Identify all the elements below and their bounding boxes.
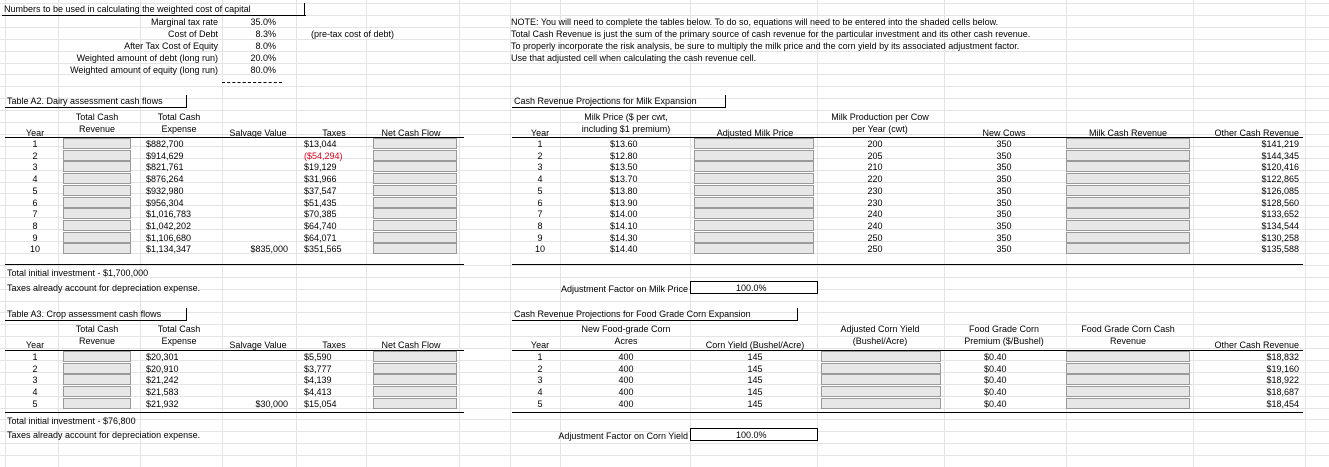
adjusted-milk-price-input[interactable]	[694, 185, 814, 196]
grid-row-line	[0, 122, 1329, 123]
milk-cash-revenue-input[interactable]	[1066, 220, 1190, 231]
dairy-year: 7	[32, 209, 38, 219]
milk-header-adjusted: Adjusted Milk Price	[716, 128, 794, 138]
dairy-total-cash-revenue-input[interactable]	[63, 173, 131, 184]
dairy-taxes: $51,435	[304, 198, 337, 208]
dairy-taxes: $19,129	[304, 162, 337, 172]
dairy-taxes: $64,071	[304, 233, 337, 243]
milk-other-revenue: $141,219	[1261, 139, 1299, 149]
grid-col-line	[5, 0, 6, 467]
corn-acres: 400	[618, 399, 634, 409]
grid-col-line	[817, 0, 818, 467]
dairy-initial-investment: Total initial investment - $1,700,000	[7, 268, 149, 278]
milk-cash-revenue-input[interactable]	[1066, 173, 1190, 184]
crop-header-taxes: Taxes	[322, 340, 346, 350]
grid-col-line	[690, 0, 691, 467]
corn-title-border	[797, 308, 798, 320]
milk-cash-revenue-input[interactable]	[1066, 150, 1190, 161]
corn-header-yield: Corn Yield (Bushel/Acre)	[705, 340, 805, 350]
corn-header-revenue-2: Revenue	[1109, 336, 1147, 346]
milk-new-cows: 350	[996, 151, 1012, 161]
dairy-net-cash-flow-input[interactable]	[373, 150, 457, 161]
corn-adjustment-value: 100.0%	[736, 430, 767, 440]
milk-header-year: Year	[530, 128, 550, 138]
corn-acres: 400	[618, 352, 634, 362]
corn-premium: $0.40	[984, 387, 1007, 397]
corn-yield: 145	[747, 352, 763, 362]
corn-acres: 400	[618, 387, 634, 397]
dairy-bottom-border	[5, 264, 464, 265]
corn-header-premium-1: Food Grade Corn	[968, 324, 1040, 334]
adjusted-milk-price-input[interactable]	[694, 150, 814, 161]
grid-row-line	[0, 419, 1329, 420]
corn-other-revenue: $19,160	[1266, 364, 1299, 374]
grid-row-line	[0, 63, 1329, 64]
corn-bottom-border	[512, 412, 1303, 413]
crop-header-expense-2: Expense	[161, 336, 197, 346]
milk-other-revenue: $133,652	[1261, 209, 1299, 219]
corn-header-acres-2: Acres	[614, 336, 638, 346]
milk-header-cows: New Cows	[982, 128, 1026, 138]
crop-expense: $21,932	[146, 399, 179, 409]
grid-row-line	[0, 27, 1329, 28]
milk-new-cows: 350	[996, 221, 1012, 231]
crop-year: 5	[32, 399, 38, 409]
dairy-expense: $1,134,347	[146, 244, 192, 254]
corn-title-underline	[512, 320, 798, 321]
milk-production: 205	[867, 151, 883, 161]
adjusted-milk-price-input[interactable]	[694, 161, 814, 172]
milk-year: 8	[537, 221, 543, 231]
dairy-title-border	[186, 95, 187, 107]
dairy-net-cash-flow-input[interactable]	[373, 232, 457, 243]
adjusted-milk-price-input[interactable]	[694, 220, 814, 231]
wacc-value[interactable]: 8.3%	[255, 29, 276, 39]
dairy-taxes: $351,565	[304, 244, 342, 254]
grid-row-line	[0, 277, 1329, 278]
milk-price: $13.80	[610, 186, 638, 196]
grid-col-line	[1305, 0, 1306, 467]
dairy-title-underline	[5, 107, 187, 108]
dairy-net-cash-flow-input[interactable]	[373, 197, 457, 208]
adjusted-corn-yield-input[interactable]	[821, 398, 941, 409]
corn-premium: $0.40	[984, 352, 1007, 362]
milk-bottom-border	[512, 264, 1303, 265]
dairy-total-cash-revenue-input[interactable]	[63, 197, 131, 208]
corn-header-other: Other Cash Revenue	[1214, 340, 1299, 350]
corn-header-adjusted-1: Adjusted Corn Yield	[840, 324, 920, 334]
milk-year: 9	[537, 233, 543, 243]
corn-adjustment-label: Adjustment Factor on Corn Yield	[558, 431, 688, 441]
dairy-header-expense-2: Expense	[161, 124, 197, 134]
milk-cash-revenue-input[interactable]	[1066, 208, 1190, 219]
grid-row-line	[0, 455, 1329, 456]
dairy-expense: $932,980	[146, 186, 184, 196]
milk-other-revenue: $135,588	[1261, 244, 1299, 254]
crop-net-cash-flow-input[interactable]	[373, 374, 457, 385]
milk-other-revenue: $128,560	[1261, 198, 1299, 208]
corn-year: 5	[537, 399, 543, 409]
milk-cash-revenue-input[interactable]	[1066, 138, 1190, 149]
milk-year: 7	[537, 209, 543, 219]
corn-cash-revenue-input[interactable]	[1066, 398, 1190, 409]
crop-taxes: $15,054	[304, 399, 337, 409]
crop-year: 2	[32, 364, 38, 374]
milk-new-cows: 350	[996, 139, 1012, 149]
corn-year: 1	[537, 352, 543, 362]
dairy-net-cash-flow-input[interactable]	[373, 161, 457, 172]
corn-year: 2	[537, 364, 543, 374]
crop-title-border	[186, 308, 187, 320]
grid-row-line	[0, 348, 1329, 349]
dairy-salvage: $835,000	[250, 244, 288, 254]
grid-col-line	[296, 0, 297, 467]
corn-premium: $0.40	[984, 399, 1007, 409]
crop-total-cash-revenue-input[interactable]	[63, 363, 131, 374]
crop-bottom-border	[5, 412, 464, 413]
dairy-taxes: $31,966	[304, 174, 337, 184]
milk-header-production-2: per Year (cwt)	[852, 124, 908, 134]
adjusted-milk-price-input[interactable]	[694, 232, 814, 243]
milk-other-revenue: $134,544	[1261, 221, 1299, 231]
corn-acres: 400	[618, 375, 634, 385]
dairy-year: 2	[32, 151, 38, 161]
crop-taxes: $4,139	[304, 375, 332, 385]
wacc-value[interactable]: 8.0%	[255, 41, 276, 51]
dairy-taxes: ($54,294)	[304, 151, 343, 161]
corn-header-adjusted-2: (Bushel/Acre)	[852, 336, 908, 346]
wacc-label: Weighted amount of debt (long run)	[76, 53, 218, 63]
crop-taxes: $3,777	[304, 364, 332, 374]
milk-price: $13.70	[610, 174, 638, 184]
dairy-expense: $1,106,680	[146, 233, 192, 243]
dairy-header-expense-1: Total Cash	[157, 112, 201, 122]
wacc-title-underline	[2, 15, 306, 16]
dairy-year: 4	[32, 174, 38, 184]
milk-price: $13.90	[610, 198, 638, 208]
milk-price: $14.40	[610, 244, 638, 254]
dairy-expense: $1,042,202	[146, 221, 192, 231]
crop-initial-investment: Total initial investment - $76,800	[7, 416, 136, 426]
milk-production: 220	[867, 174, 883, 184]
grid-col-line	[510, 0, 511, 467]
crop-net-cash-flow-input[interactable]	[373, 386, 457, 397]
wacc-label: Weighted amount of equity (long run)	[70, 65, 218, 75]
adjusted-corn-yield-input[interactable]	[821, 374, 941, 385]
dairy-year: 3	[32, 162, 38, 172]
milk-year: 6	[537, 198, 543, 208]
dairy-header-revenue-1: Total Cash	[75, 112, 119, 122]
milk-adjustment-value: 100.0%	[736, 283, 767, 293]
milk-new-cows: 350	[996, 244, 1012, 254]
note-line: To properly incorporate the risk analysis, be sure to multiply the milk price and the corn yield by its associated adjustment factor.	[511, 41, 1020, 51]
milk-production: 240	[867, 221, 883, 231]
wacc-note: (pre-tax cost of debt)	[311, 29, 395, 39]
dairy-total-cash-revenue-input[interactable]	[63, 138, 131, 149]
dairy-table-title: Table A2. Dairy assessment cash flows	[7, 96, 163, 106]
milk-production: 210	[867, 162, 883, 172]
milk-other-revenue: $120,416	[1261, 162, 1299, 172]
dairy-expense: $956,304	[146, 198, 184, 208]
adjusted-corn-yield-input[interactable]	[821, 363, 941, 374]
wacc-label: After Tax Cost of Equity	[124, 41, 218, 51]
dairy-year: 5	[32, 186, 38, 196]
grid-row-line	[0, 39, 1329, 40]
milk-other-revenue: $126,085	[1261, 186, 1299, 196]
wacc-label: Cost of Debt	[167, 29, 218, 39]
wacc-value[interactable]: 80.0%	[250, 65, 276, 75]
crop-header-expense-1: Total Cash	[157, 324, 201, 334]
milk-cash-revenue-input[interactable]	[1066, 232, 1190, 243]
corn-table-title: Cash Revenue Projections for Food Grade Corn Expansion	[514, 309, 751, 319]
milk-production: 200	[867, 139, 883, 149]
dairy-total-cash-revenue-input[interactable]	[63, 220, 131, 231]
dairy-header-salvage: Salvage Value	[229, 128, 287, 138]
wacc-label: Marginal tax rate	[150, 17, 218, 27]
dairy-header-taxes: Taxes	[322, 128, 346, 138]
dairy-total-cash-revenue-input[interactable]	[63, 150, 131, 161]
dairy-net-cash-flow-input[interactable]	[373, 208, 457, 219]
corn-year: 3	[537, 375, 543, 385]
milk-cash-revenue-input[interactable]	[1066, 161, 1190, 172]
corn-premium: $0.40	[984, 364, 1007, 374]
milk-price: $13.50	[610, 162, 638, 172]
dairy-total-cash-revenue-input[interactable]	[63, 232, 131, 243]
milk-year: 5	[537, 186, 543, 196]
crop-header-revenue-1: Total Cash	[75, 324, 119, 334]
dairy-taxes: $70,385	[304, 209, 337, 219]
crop-expense: $21,583	[146, 387, 179, 397]
crop-salvage: $30,000	[255, 399, 288, 409]
dairy-year: 9	[32, 233, 38, 243]
corn-adjustment-factor-cell[interactable]	[690, 428, 818, 441]
wacc-value[interactable]: 35.0%	[250, 17, 276, 27]
crop-table-title: Table A3. Crop assessment cash flows	[7, 309, 162, 319]
corn-premium: $0.40	[984, 375, 1007, 385]
milk-new-cows: 350	[996, 209, 1012, 219]
note-line: Total Cash Revenue is just the sum of the primary source of cash revenue for the particular investment and its other cash revenue.	[511, 29, 1031, 39]
dairy-total-cash-revenue-input[interactable]	[63, 208, 131, 219]
corn-acres: 400	[618, 364, 634, 374]
dairy-year: 8	[32, 221, 38, 231]
crop-header-net: Net Cash Flow	[381, 340, 441, 350]
milk-price: $12.80	[610, 151, 638, 161]
dairy-year: 10	[29, 244, 40, 254]
milk-header-revenue: Milk Cash Revenue	[1088, 128, 1168, 138]
crop-header-revenue-2: Revenue	[78, 336, 116, 346]
milk-title-border	[725, 95, 726, 107]
crop-total-cash-revenue-input[interactable]	[63, 386, 131, 397]
dairy-net-cash-flow-input[interactable]	[373, 185, 457, 196]
adjusted-corn-yield-input[interactable]	[821, 351, 941, 362]
adjusted-corn-yield-input[interactable]	[821, 386, 941, 397]
corn-other-revenue: $18,454	[1266, 399, 1299, 409]
crop-taxes: $5,590	[304, 352, 332, 362]
dairy-expense: $1,016,783	[146, 209, 192, 219]
dairy-expense: $876,264	[146, 174, 184, 184]
crop-year: 1	[32, 352, 38, 362]
milk-production: 230	[867, 198, 883, 208]
milk-year: 4	[537, 174, 543, 184]
adjusted-milk-price-input[interactable]	[694, 173, 814, 184]
crop-header-salvage: Salvage Value	[229, 340, 287, 350]
milk-price: $14.30	[610, 233, 638, 243]
dairy-net-cash-flow-input[interactable]	[373, 173, 457, 184]
dairy-total-cash-revenue-input[interactable]	[63, 161, 131, 172]
dairy-depreciation-note: Taxes already account for depreciation expense.	[7, 283, 201, 293]
corn-other-revenue: $18,922	[1266, 375, 1299, 385]
milk-other-revenue: $122,865	[1261, 174, 1299, 184]
dairy-taxes: $37,547	[304, 186, 337, 196]
milk-header-price-2: including $1 premium)	[581, 124, 671, 134]
milk-adjustment-factor-cell[interactable]	[690, 281, 818, 294]
crop-expense: $20,301	[146, 352, 179, 362]
crop-net-cash-flow-input[interactable]	[373, 351, 457, 362]
crop-total-cash-revenue-input[interactable]	[63, 374, 131, 385]
crop-expense: $21,242	[146, 375, 179, 385]
milk-adjustment-label: Adjustment Factor on Milk Price	[560, 284, 688, 294]
corn-cash-revenue-input[interactable]	[1066, 363, 1190, 374]
milk-new-cows: 350	[996, 186, 1012, 196]
grid-row-line	[0, 110, 1329, 111]
dairy-net-cash-flow-input[interactable]	[373, 243, 457, 254]
corn-yield: 145	[747, 387, 763, 397]
grid-col-line	[366, 0, 367, 467]
corn-yield: 145	[747, 375, 763, 385]
milk-price: $14.10	[610, 221, 638, 231]
milk-price: $14.00	[610, 209, 638, 219]
corn-header-premium-2: Premium ($/Bushel)	[964, 336, 1044, 346]
adjusted-milk-price-input[interactable]	[694, 197, 814, 208]
crop-net-cash-flow-input[interactable]	[373, 398, 457, 409]
dairy-expense: $821,761	[146, 162, 184, 172]
crop-title-underline	[5, 320, 187, 321]
corn-header-acres-1: New Food-grade Corn	[581, 324, 671, 334]
milk-cash-revenue-input[interactable]	[1066, 197, 1190, 208]
crop-year: 3	[32, 375, 38, 385]
dairy-expense: $914,629	[146, 151, 184, 161]
milk-price: $13.60	[610, 139, 638, 149]
corn-year: 4	[537, 387, 543, 397]
milk-year: 10	[534, 244, 545, 254]
crop-depreciation-note: Taxes already account for depreciation expense.	[7, 430, 201, 440]
grid-col-line	[459, 0, 460, 467]
dairy-header-revenue-2: Revenue	[78, 124, 116, 134]
dairy-total-cash-revenue-input[interactable]	[63, 185, 131, 196]
milk-header-other: Other Cash Revenue	[1214, 128, 1299, 138]
crop-header-year: Year	[25, 340, 45, 350]
crop-taxes: $4,413	[304, 387, 332, 397]
wacc-title: Numbers to be used in calculating the weighted cost of capital	[4, 4, 251, 14]
note-line: NOTE: You will need to complete the tables below. To do so, equations will need to be entered into the shaded cells below.	[511, 17, 999, 27]
grid-col-line	[560, 0, 561, 467]
crop-net-cash-flow-input[interactable]	[373, 363, 457, 374]
corn-yield: 145	[747, 364, 763, 374]
crop-total-cash-revenue-input[interactable]	[63, 351, 131, 362]
milk-production: 230	[867, 186, 883, 196]
milk-header-price-1: Milk Price ($ per cwt,	[584, 112, 668, 122]
dairy-total-cash-revenue-input[interactable]	[63, 243, 131, 254]
note-line: Use that adjusted cell when calculating the cash revenue cell.	[511, 53, 757, 63]
milk-new-cows: 350	[996, 162, 1012, 172]
dairy-net-cash-flow-input[interactable]	[373, 138, 457, 149]
dairy-net-cash-flow-input[interactable]	[373, 220, 457, 231]
milk-year: 1	[537, 139, 543, 149]
corn-cash-revenue-input[interactable]	[1066, 374, 1190, 385]
corn-other-revenue: $18,832	[1266, 352, 1299, 362]
wacc-title-border	[304, 3, 305, 15]
dairy-expense: $882,700	[146, 139, 184, 149]
wacc-value[interactable]: 20.0%	[250, 53, 276, 63]
dairy-taxes: $64,740	[304, 221, 337, 231]
milk-year: 3	[537, 162, 543, 172]
grid-row-line	[0, 443, 1329, 444]
milk-cash-revenue-input[interactable]	[1066, 243, 1190, 254]
milk-other-revenue: $144,345	[1261, 151, 1299, 161]
grid-row-line	[0, 265, 1329, 266]
milk-other-revenue: $130,258	[1261, 233, 1299, 243]
crop-total-cash-revenue-input[interactable]	[63, 398, 131, 409]
dairy-year: 6	[32, 198, 38, 208]
dairy-header-year: Year	[25, 128, 45, 138]
milk-production: 240	[867, 209, 883, 219]
grid-col-line	[1193, 0, 1194, 467]
wacc-dashed-border	[222, 82, 282, 83]
milk-year: 2	[537, 151, 543, 161]
corn-header-year: Year	[530, 340, 550, 350]
milk-header-production-1: Milk Production per Cow	[831, 112, 929, 122]
crop-expense: $20,910	[146, 364, 179, 374]
grid-col-line	[944, 0, 945, 467]
milk-cash-revenue-input[interactable]	[1066, 185, 1190, 196]
crop-year: 4	[32, 387, 38, 397]
milk-title-underline	[512, 107, 726, 108]
milk-new-cows: 350	[996, 233, 1012, 243]
corn-cash-revenue-input[interactable]	[1066, 351, 1190, 362]
grid-row-line	[0, 301, 1329, 302]
milk-new-cows: 350	[996, 174, 1012, 184]
adjusted-milk-price-input[interactable]	[694, 138, 814, 149]
corn-header-revenue-1: Food Grade Corn Cash	[1081, 324, 1175, 334]
milk-table-title: Cash Revenue Projections for Milk Expansion	[514, 96, 697, 106]
dairy-taxes: $13,044	[304, 139, 337, 149]
grid-row-line	[0, 86, 1329, 87]
corn-cash-revenue-input[interactable]	[1066, 386, 1190, 397]
dairy-year: 1	[32, 139, 38, 149]
adjusted-milk-price-input[interactable]	[694, 243, 814, 254]
adjusted-milk-price-input[interactable]	[694, 208, 814, 219]
corn-other-revenue: $18,687	[1266, 387, 1299, 397]
dairy-header-net: Net Cash Flow	[381, 128, 441, 138]
milk-production: 250	[867, 244, 883, 254]
milk-new-cows: 350	[996, 198, 1012, 208]
milk-production: 250	[867, 233, 883, 243]
corn-yield: 145	[747, 399, 763, 409]
grid-row-line	[0, 51, 1329, 52]
